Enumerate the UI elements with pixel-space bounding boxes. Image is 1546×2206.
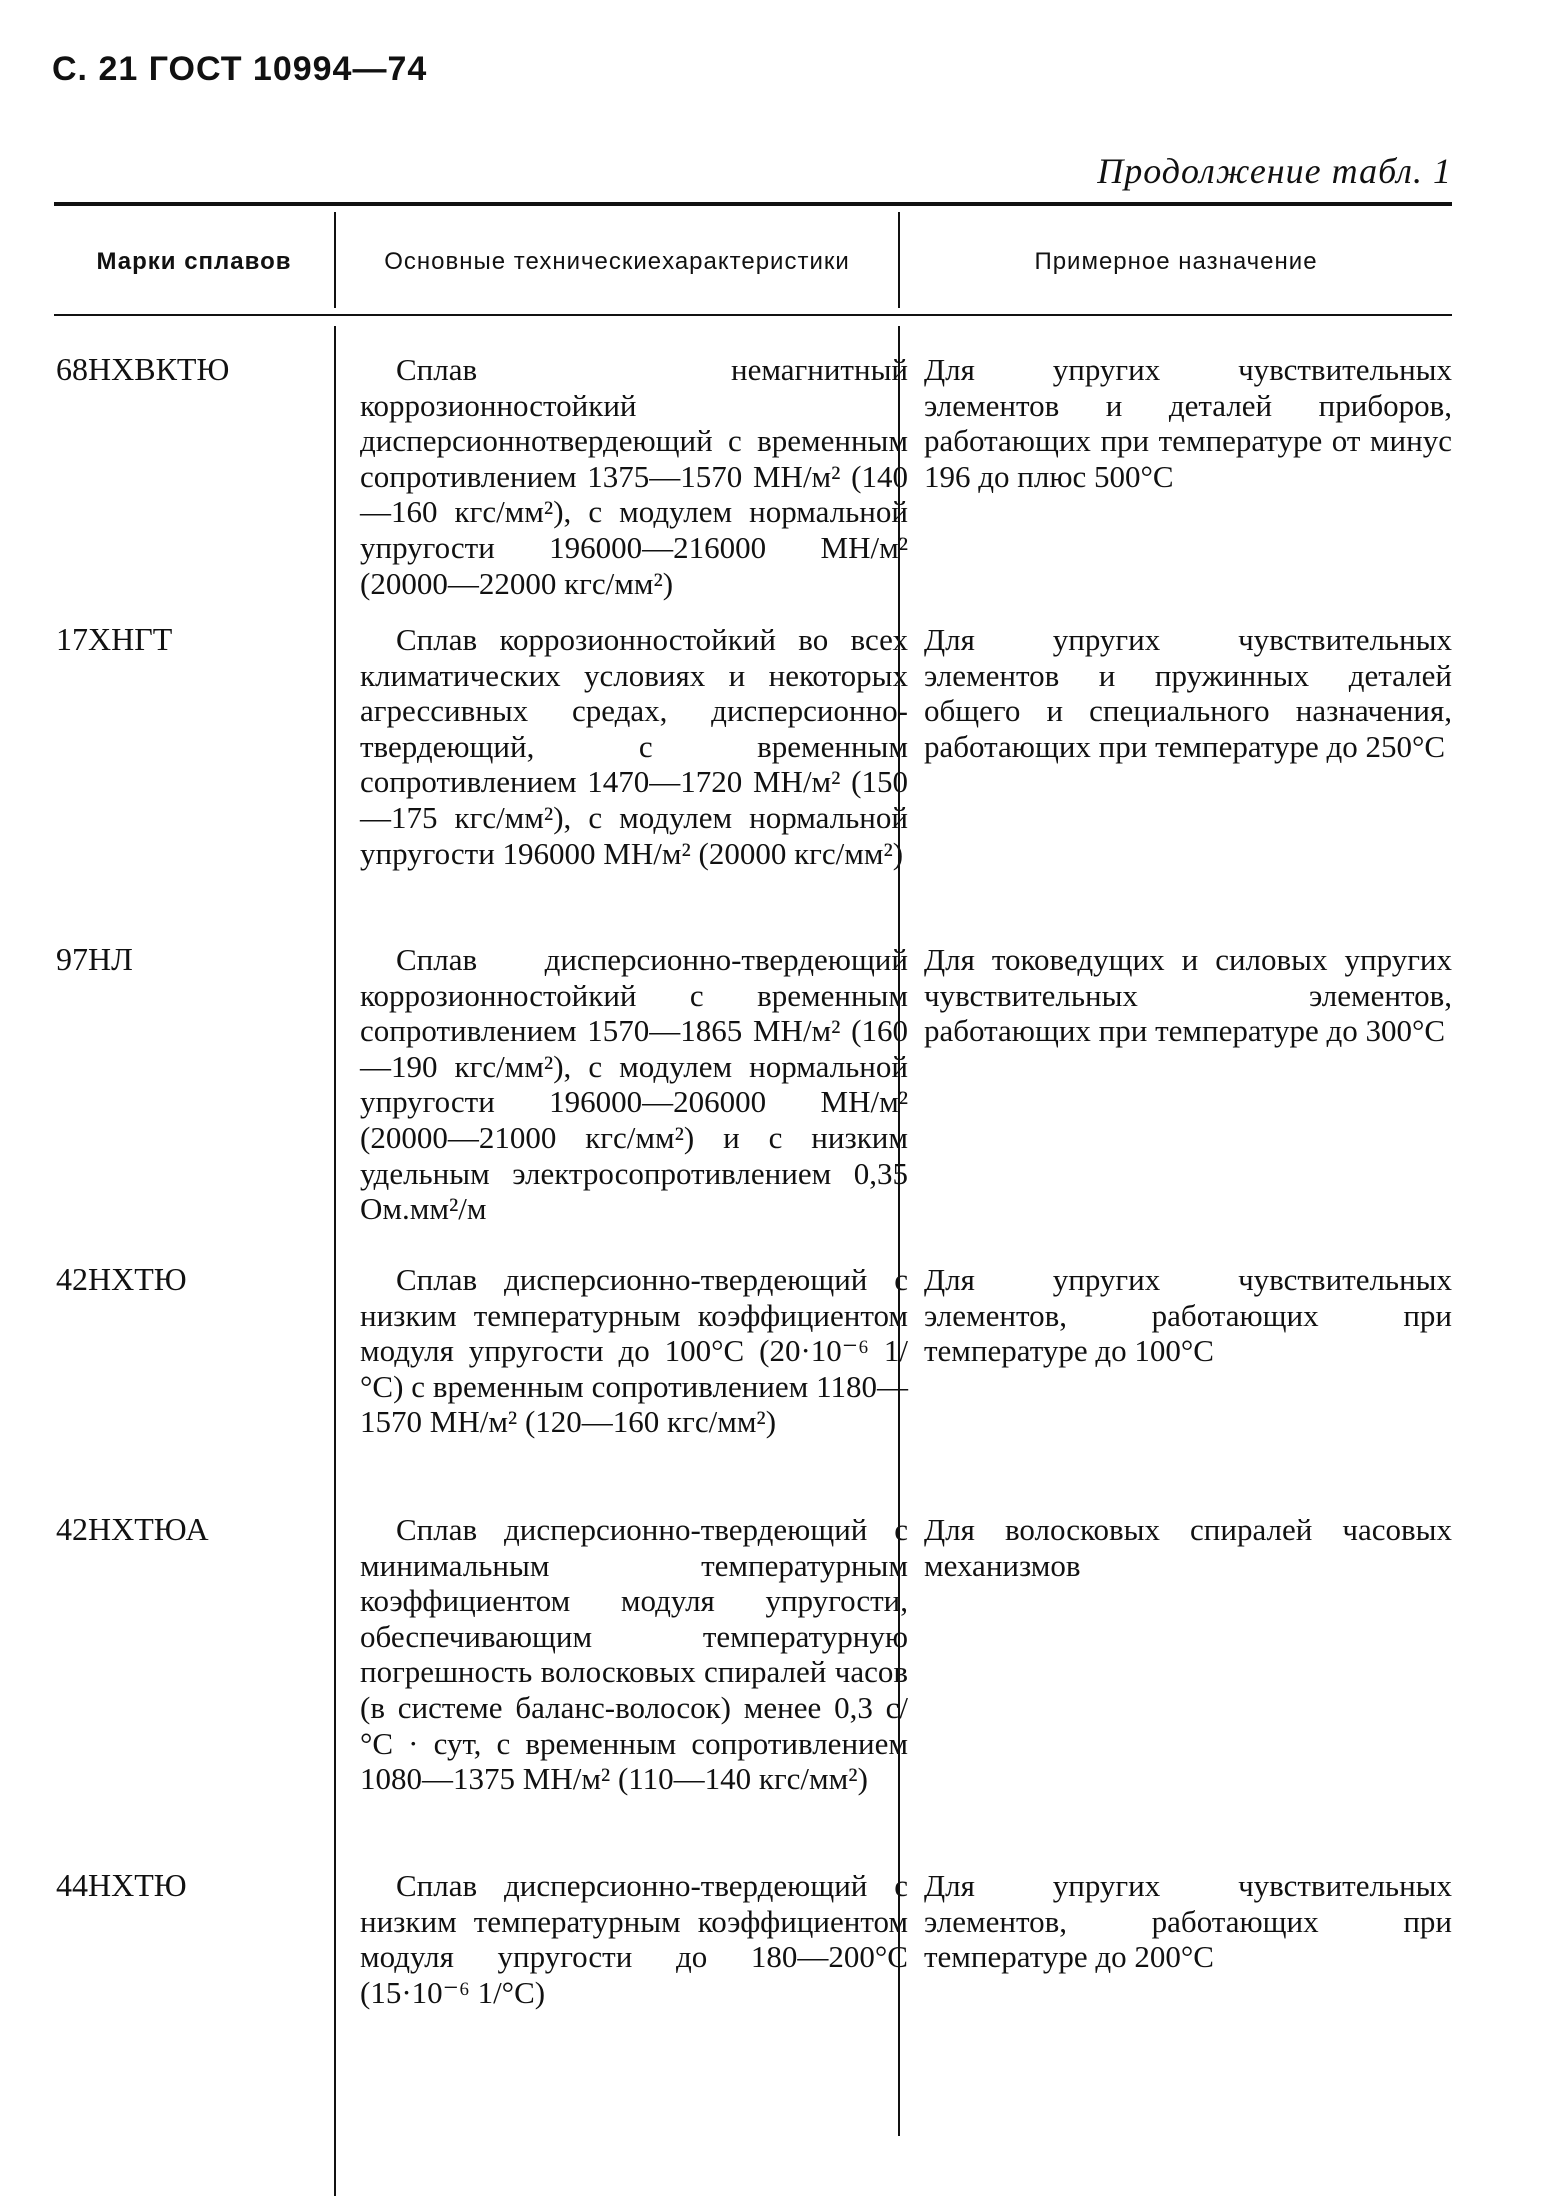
table-row bbox=[54, 1262, 1452, 1512]
column-divider bbox=[334, 212, 336, 308]
column-header-spec-line-2: характеристики bbox=[662, 248, 850, 275]
table-row bbox=[54, 942, 1452, 1262]
table-row bbox=[54, 1512, 1452, 1868]
column-divider bbox=[898, 212, 900, 308]
alloy-grade: 44НХТЮ bbox=[56, 1867, 187, 1903]
alloy-grade: 68НХВКТЮ bbox=[56, 351, 230, 387]
technical-characteristics: Сплав дисперсионно-твердеющий с низким температурным коэффициентом модуля упругости до 100°С (20·10⁻⁶ 1/°С) с временным сопротивлением 1180—1570 МН/м² (120—160 кгс/мм²) bbox=[360, 1262, 908, 1440]
column-header-purpose: Примерное назначение bbox=[1034, 248, 1318, 275]
column-header-spec bbox=[336, 212, 898, 312]
table-top-rule bbox=[54, 202, 1452, 206]
intended-purpose: Для токоведущих и силовых упругих чувствительных элементов, работающих при температуре до 300°С bbox=[924, 942, 1452, 1049]
table-row bbox=[54, 352, 1452, 622]
intended-purpose: Для упругих чувствительных элементов и деталей приборов, работающих при температуре от минус 196 до плюс 500°С bbox=[924, 352, 1452, 494]
intended-purpose: Для упругих чувствительных элементов и пружинных деталей общего и специального назначения, работающих при температуре до 250°С bbox=[924, 622, 1452, 764]
technical-characteristics: Сплав дисперсионно-твердеющий с минимальным температурным коэффициентом модуля упругости, обеспечивающим температурную погрешность волосковых спиралей часов (в системе баланс-волосок) менее 0,3 с/°С · сут, с временным сопротивлением 1080—1375 МН/м² (110—140 кгс/мм²) bbox=[360, 1512, 908, 1797]
alloy-grade: 17ХНГТ bbox=[56, 621, 173, 657]
technical-characteristics: Сплав дисперсионно-твердеющий коррозионностойкий с временным сопротивлением 1570—1865 МН/м² (160—190 кгс/мм²), с модулем нормальной упругости 196000—206000 МН/м² (20000—21000 кгс/мм²) и с низким удельным электросопротивлением 0,35 Ом.мм²/м bbox=[360, 942, 908, 1227]
technical-characteristics: Сплав коррозионностойкий во всех климатических условиях и некоторых агрессивных средах, дисперсионно-твердеющий, с временным сопротивлением 1470—1720 МН/м² (150—175 кгс/мм²), с модулем нормальной упругости 196000 МН/м² (20000 кгс/мм²) bbox=[360, 622, 908, 871]
table-continuation-label: Продолжение табл. 1 bbox=[1097, 151, 1452, 191]
alloy-grade: 42НХТЮ bbox=[56, 1261, 187, 1297]
column-header-grade: Марки сплавов bbox=[96, 248, 292, 275]
alloy-grade: 97НЛ bbox=[56, 941, 133, 977]
intended-purpose: Для волосковых спиралей часовых механизмов bbox=[924, 1512, 1452, 1583]
header-rule bbox=[54, 314, 1452, 316]
alloy-grade: 42НХТЮА bbox=[56, 1511, 209, 1547]
column-header-spec-line-1: Основные технические bbox=[384, 248, 663, 275]
table-row bbox=[54, 1868, 1452, 2068]
technical-characteristics: Сплав немагнитный коррозионностойкий дисперсионнотвердеющий с временным сопротивлением 1375—1570 МН/м² (140—160 кгс/мм²), с модулем нормальной упругости 196000—216000 МН/м² (20000—22000 кгс/мм²) bbox=[360, 352, 908, 601]
table-row bbox=[54, 622, 1452, 942]
technical-characteristics: Сплав дисперсионно-твердеющий с низким температурным коэффициентом модуля упругости до 180—200°С (15·10⁻⁶ 1/°С) bbox=[360, 1868, 908, 2010]
intended-purpose: Для упругих чувствительных элементов, работающих при температуре до 100°С bbox=[924, 1262, 1452, 1369]
intended-purpose: Для упругих чувствительных элементов, работающих при температуре до 200°С bbox=[924, 1868, 1452, 1975]
page-header: С. 21 ГОСТ 10994—74 bbox=[52, 50, 428, 88]
table-body bbox=[54, 352, 1452, 2068]
